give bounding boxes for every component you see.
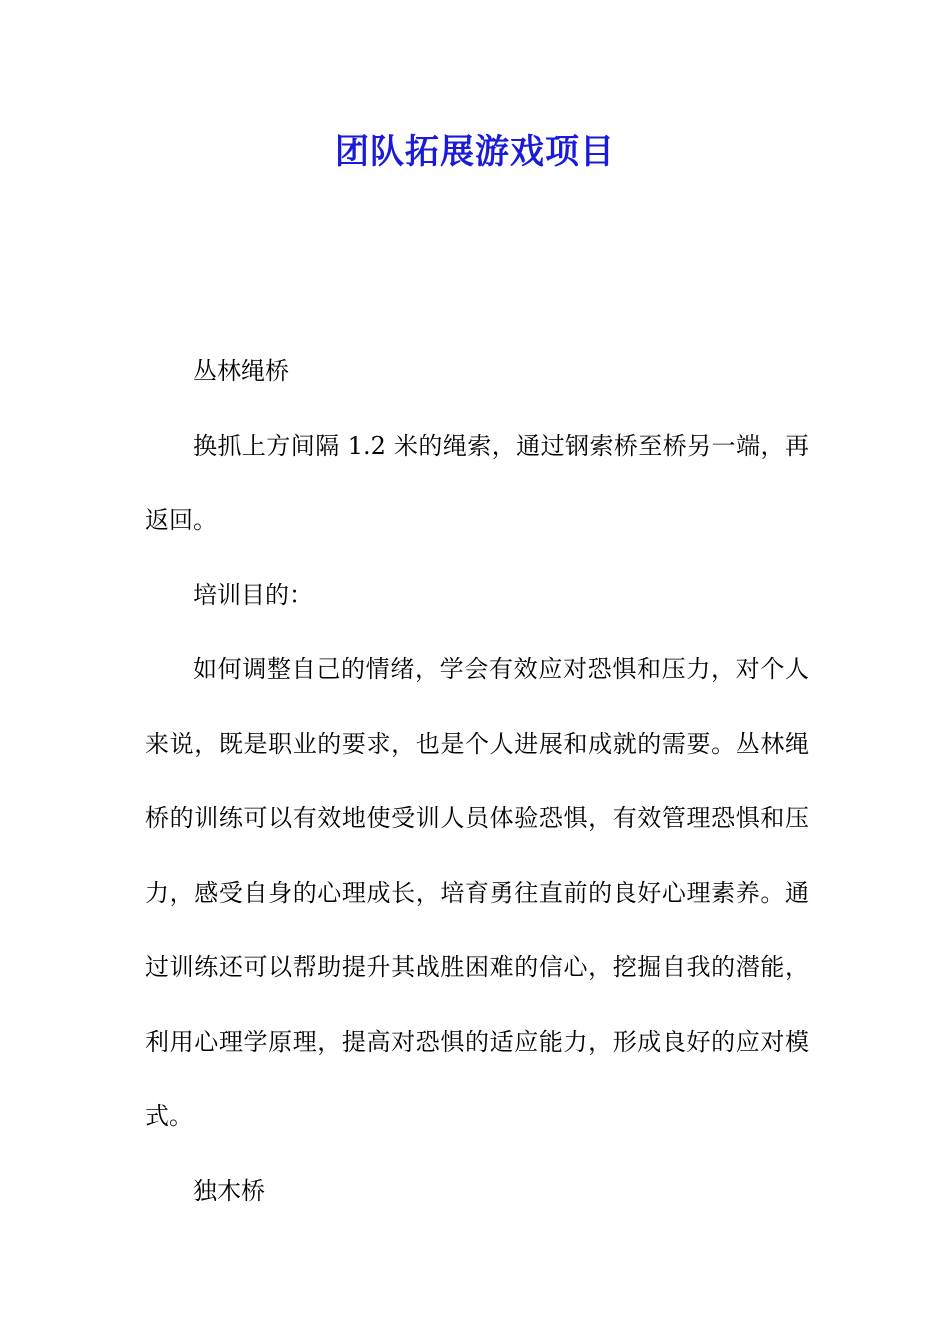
section-heading-jungle-rope-bridge: 丛林绳桥: [193, 357, 289, 385]
document-title: 团队拓展游戏项目: [335, 132, 615, 172]
paragraph-training-purpose: 如何调整自己的情绪，学会有效应对恐惧和压力，对个人来说，既是职业的要求，也是个人进展和成就的需要。丛林绳桥的训练可以有效地使受训人员体验恐惧，有效管理恐惧和压力，感受自身的心理成长，培育勇往直前的良好心理素养。通过训练还可以帮助提升其战胜困难的信心，挖掘自我的潜能，利用心理学原理，提高对恐惧的适应能力，形成良好的应对模式。: [145, 655, 809, 1130]
document-body: [145, 334, 809, 1228]
section-heading-single-plank-bridge: 独木桥: [193, 1176, 265, 1205]
paragraph-training-purpose-label: 培训目的：: [193, 580, 313, 609]
paragraph-instructions: 换抓上方间隔 1.2 米的绳索，通过钢索桥至桥另一端，再返回。: [145, 431, 809, 534]
